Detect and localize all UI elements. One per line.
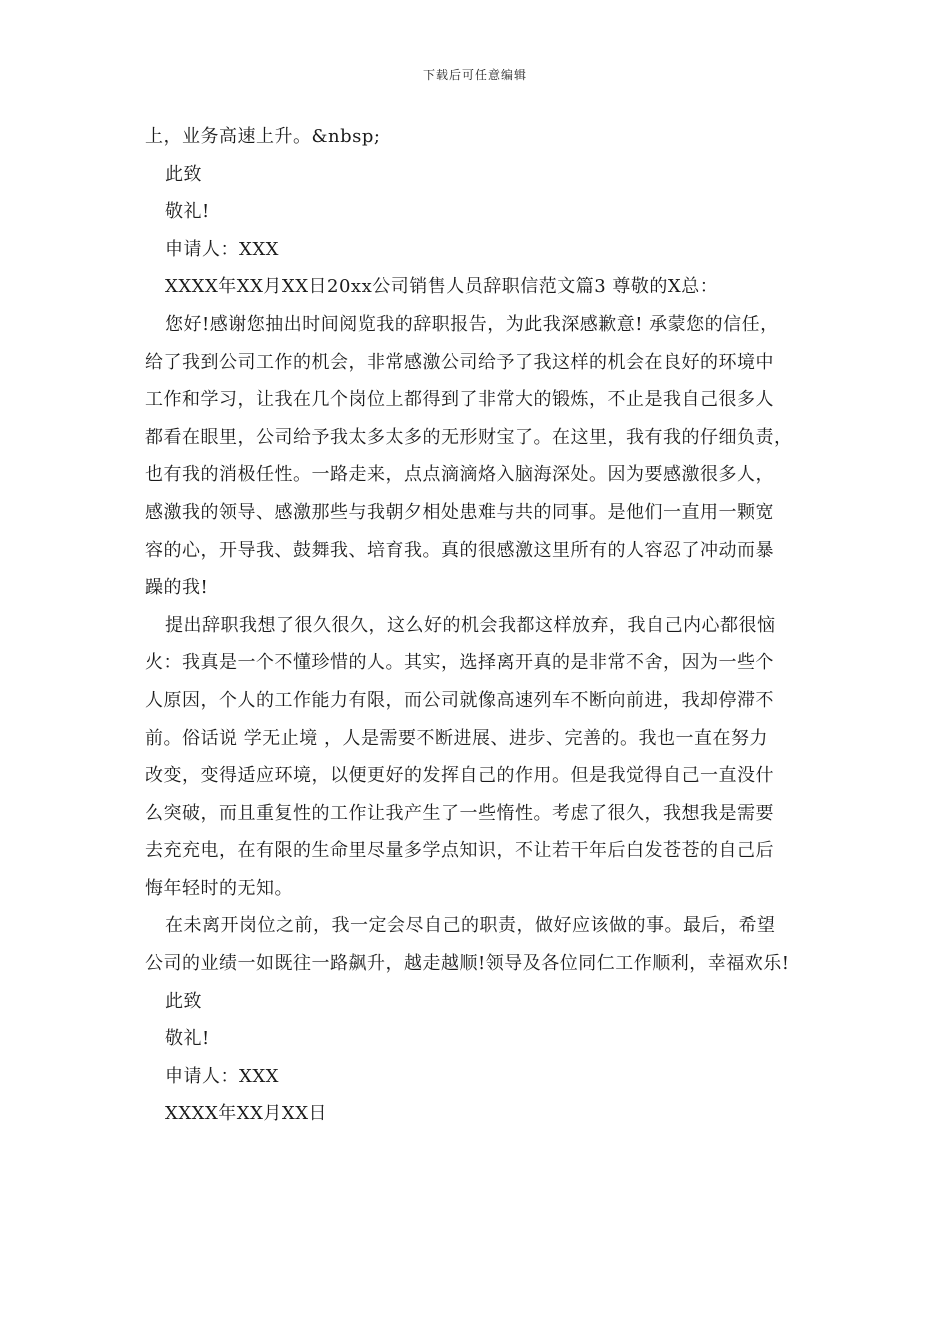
paragraph-line: 躁的我! <box>145 577 209 599</box>
paragraph-line: 公司的业绩一如既往一路飙升，越走越顺!领导及各位同仁工作顺利，幸福欢乐! <box>145 953 790 975</box>
page-header: 下载后可任意编辑 <box>422 68 527 82</box>
closing-salutation: 此致 <box>165 990 202 1012</box>
paragraph-line: 在未离开岗位之前，我一定会尽自己的职责，做好应该做的事。最后，希望 <box>165 915 776 937</box>
paragraph-line: 火：我真是一个不懂珍惜的人。其实，选择离开真的是非常不舍，因为一些个 <box>145 652 774 674</box>
intro-line: 上，业务高速上升。&nbsp; <box>145 126 381 147</box>
applicant-line: 申请人：XXX <box>165 238 279 260</box>
paragraph-line: 给了我到公司工作的机会，非常感激公司给予了我这样的机会在良好的环境中 <box>145 351 774 373</box>
closing-respect: 敬礼! <box>165 201 210 223</box>
date-line: XXXX年XX月XX日 <box>165 1103 328 1125</box>
paragraph-line: 您好!感谢您抽出时间阅览我的辞职报告，为此我深感歉意! 承蒙您的信任， <box>165 313 779 335</box>
document-body <box>145 118 817 1133</box>
paragraph-line: 去充充电，在有限的生命里尽量多学点知识，不让若干年后白发苍苍的自己后 <box>145 840 774 862</box>
paragraph-line: 容的心，开导我、鼓舞我、培育我。真的很感激这里所有的人容忍了冲动而暴 <box>145 539 774 561</box>
date-and-title-line: XXXX年XX月XX日20xx公司销售人员辞职信范文篇3 尊敬的X总： <box>165 276 719 298</box>
paragraph-line: 人原因，个人的工作能力有限，而公司就像高速列车不断向前进，我却停滞不 <box>145 689 774 711</box>
paragraph-line: 也有我的消极任性。一路走来，点点滴滴烙入脑海深处。因为要感激很多人， <box>145 464 774 486</box>
paragraph-line: 么突破，而且重复性的工作让我产生了一些惰性。考虑了很久，我想我是需要 <box>145 802 774 824</box>
applicant-line: 申请人：XXX <box>165 1065 279 1087</box>
paragraph-line: 提出辞职我想了很久很久，这么好的机会我都这样放弃，我自己内心都很恼 <box>165 614 776 636</box>
closing-salutation: 此致 <box>165 163 202 185</box>
paragraph-line: 感激我的领导、感激那些与我朝夕相处患难与共的同事。是他们一直用一颗宽 <box>145 501 774 523</box>
paragraph-line: 改变，变得适应环境，以便更好的发挥自己的作用。但是我觉得自己一直没什 <box>145 765 774 787</box>
paragraph-line: 悔年轻时的无知。 <box>145 877 293 899</box>
paragraph-line: 前。俗话说 学无止境 ，人是需要不断进展、进步、完善的。我也一直在努力 <box>145 727 768 749</box>
paragraph-line: 都看在眼里，公司给予我太多太多的无形财宝了。在这里，我有我的仔细负责， <box>145 426 793 448</box>
closing-respect: 敬礼! <box>165 1028 210 1050</box>
paragraph-line: 工作和学习，让我在几个岗位上都得到了非常大的锻炼，不止是我自己很多人 <box>145 389 774 411</box>
